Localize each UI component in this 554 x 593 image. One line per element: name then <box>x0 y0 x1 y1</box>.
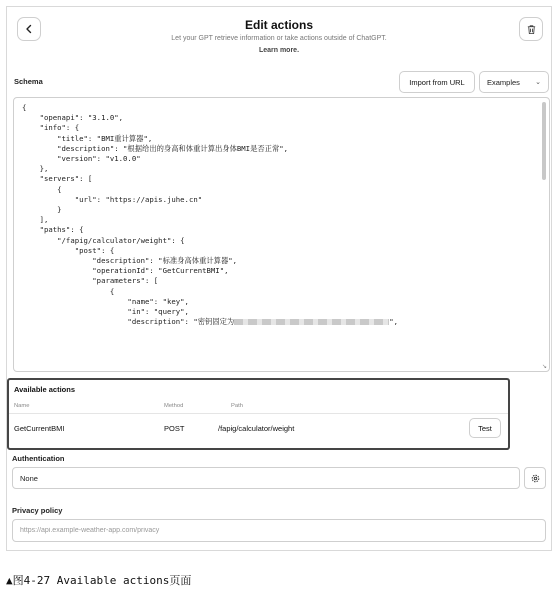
learn-more-link[interactable]: Learn more. <box>258 47 300 54</box>
editor-scrollbar[interactable] <box>542 102 546 180</box>
schema-code-tail: ", <box>389 317 399 327</box>
schema-code-text: { "openapi": "3.1.0", "info": { "title": "BMI重计算器", "description": "根据给出的身高和体重计算出身体BMI是否正常", "version": "v1.0.0" }, "servers": [ { "url": "https://apis.juhe.cn" } ], "paths": { "/fapig/calculator/weight": { "post": { "description": "标准身高体重计算器", "operationId": "GetCurrentBMI", "parameters": [ { "name": "key", "in": "query", "description": "密钥固定为 <box>22 103 289 327</box>
schema-code[interactable] <box>14 98 549 332</box>
examples-dropdown[interactable] <box>479 71 549 93</box>
page-title: Edit actions <box>244 18 313 32</box>
redacted-key <box>234 319 389 325</box>
gear-icon <box>530 473 541 484</box>
privacy-policy-label: Privacy policy <box>12 506 63 515</box>
page-subtitle: Let your GPT retrieve information or take actions outside of ChatGPT. <box>171 35 387 42</box>
privacy-policy-input[interactable] <box>12 519 546 542</box>
figure-caption: ▲图4-27 Available actions页面 <box>6 574 192 587</box>
resize-handle-icon[interactable]: ↘ <box>541 364 547 370</box>
action-name: GetCurrentBMI <box>14 424 65 433</box>
available-actions-title: Available actions <box>14 385 75 394</box>
column-header-method: Method <box>164 403 184 409</box>
column-header-name: Name <box>14 403 30 409</box>
chevron-down-icon: ⌄ <box>535 79 541 86</box>
schema-editor[interactable] <box>13 97 550 372</box>
available-actions-section <box>7 378 510 450</box>
test-button[interactable]: Test <box>469 418 501 438</box>
delete-button[interactable] <box>519 17 543 41</box>
import-from-url-button[interactable]: Import from URL <box>399 71 475 93</box>
authentication-label: Authentication <box>12 454 65 463</box>
schema-label: Schema <box>14 77 43 86</box>
trash-icon <box>526 24 537 35</box>
table-divider <box>9 413 508 414</box>
authentication-field[interactable]: None <box>12 467 520 489</box>
authentication-settings-button[interactable] <box>524 467 546 489</box>
action-path: /fapig/calculator/weight <box>218 424 295 433</box>
action-method: POST <box>164 424 185 433</box>
column-header-path: Path <box>231 403 243 409</box>
examples-dropdown-label: Examples <box>487 77 520 87</box>
